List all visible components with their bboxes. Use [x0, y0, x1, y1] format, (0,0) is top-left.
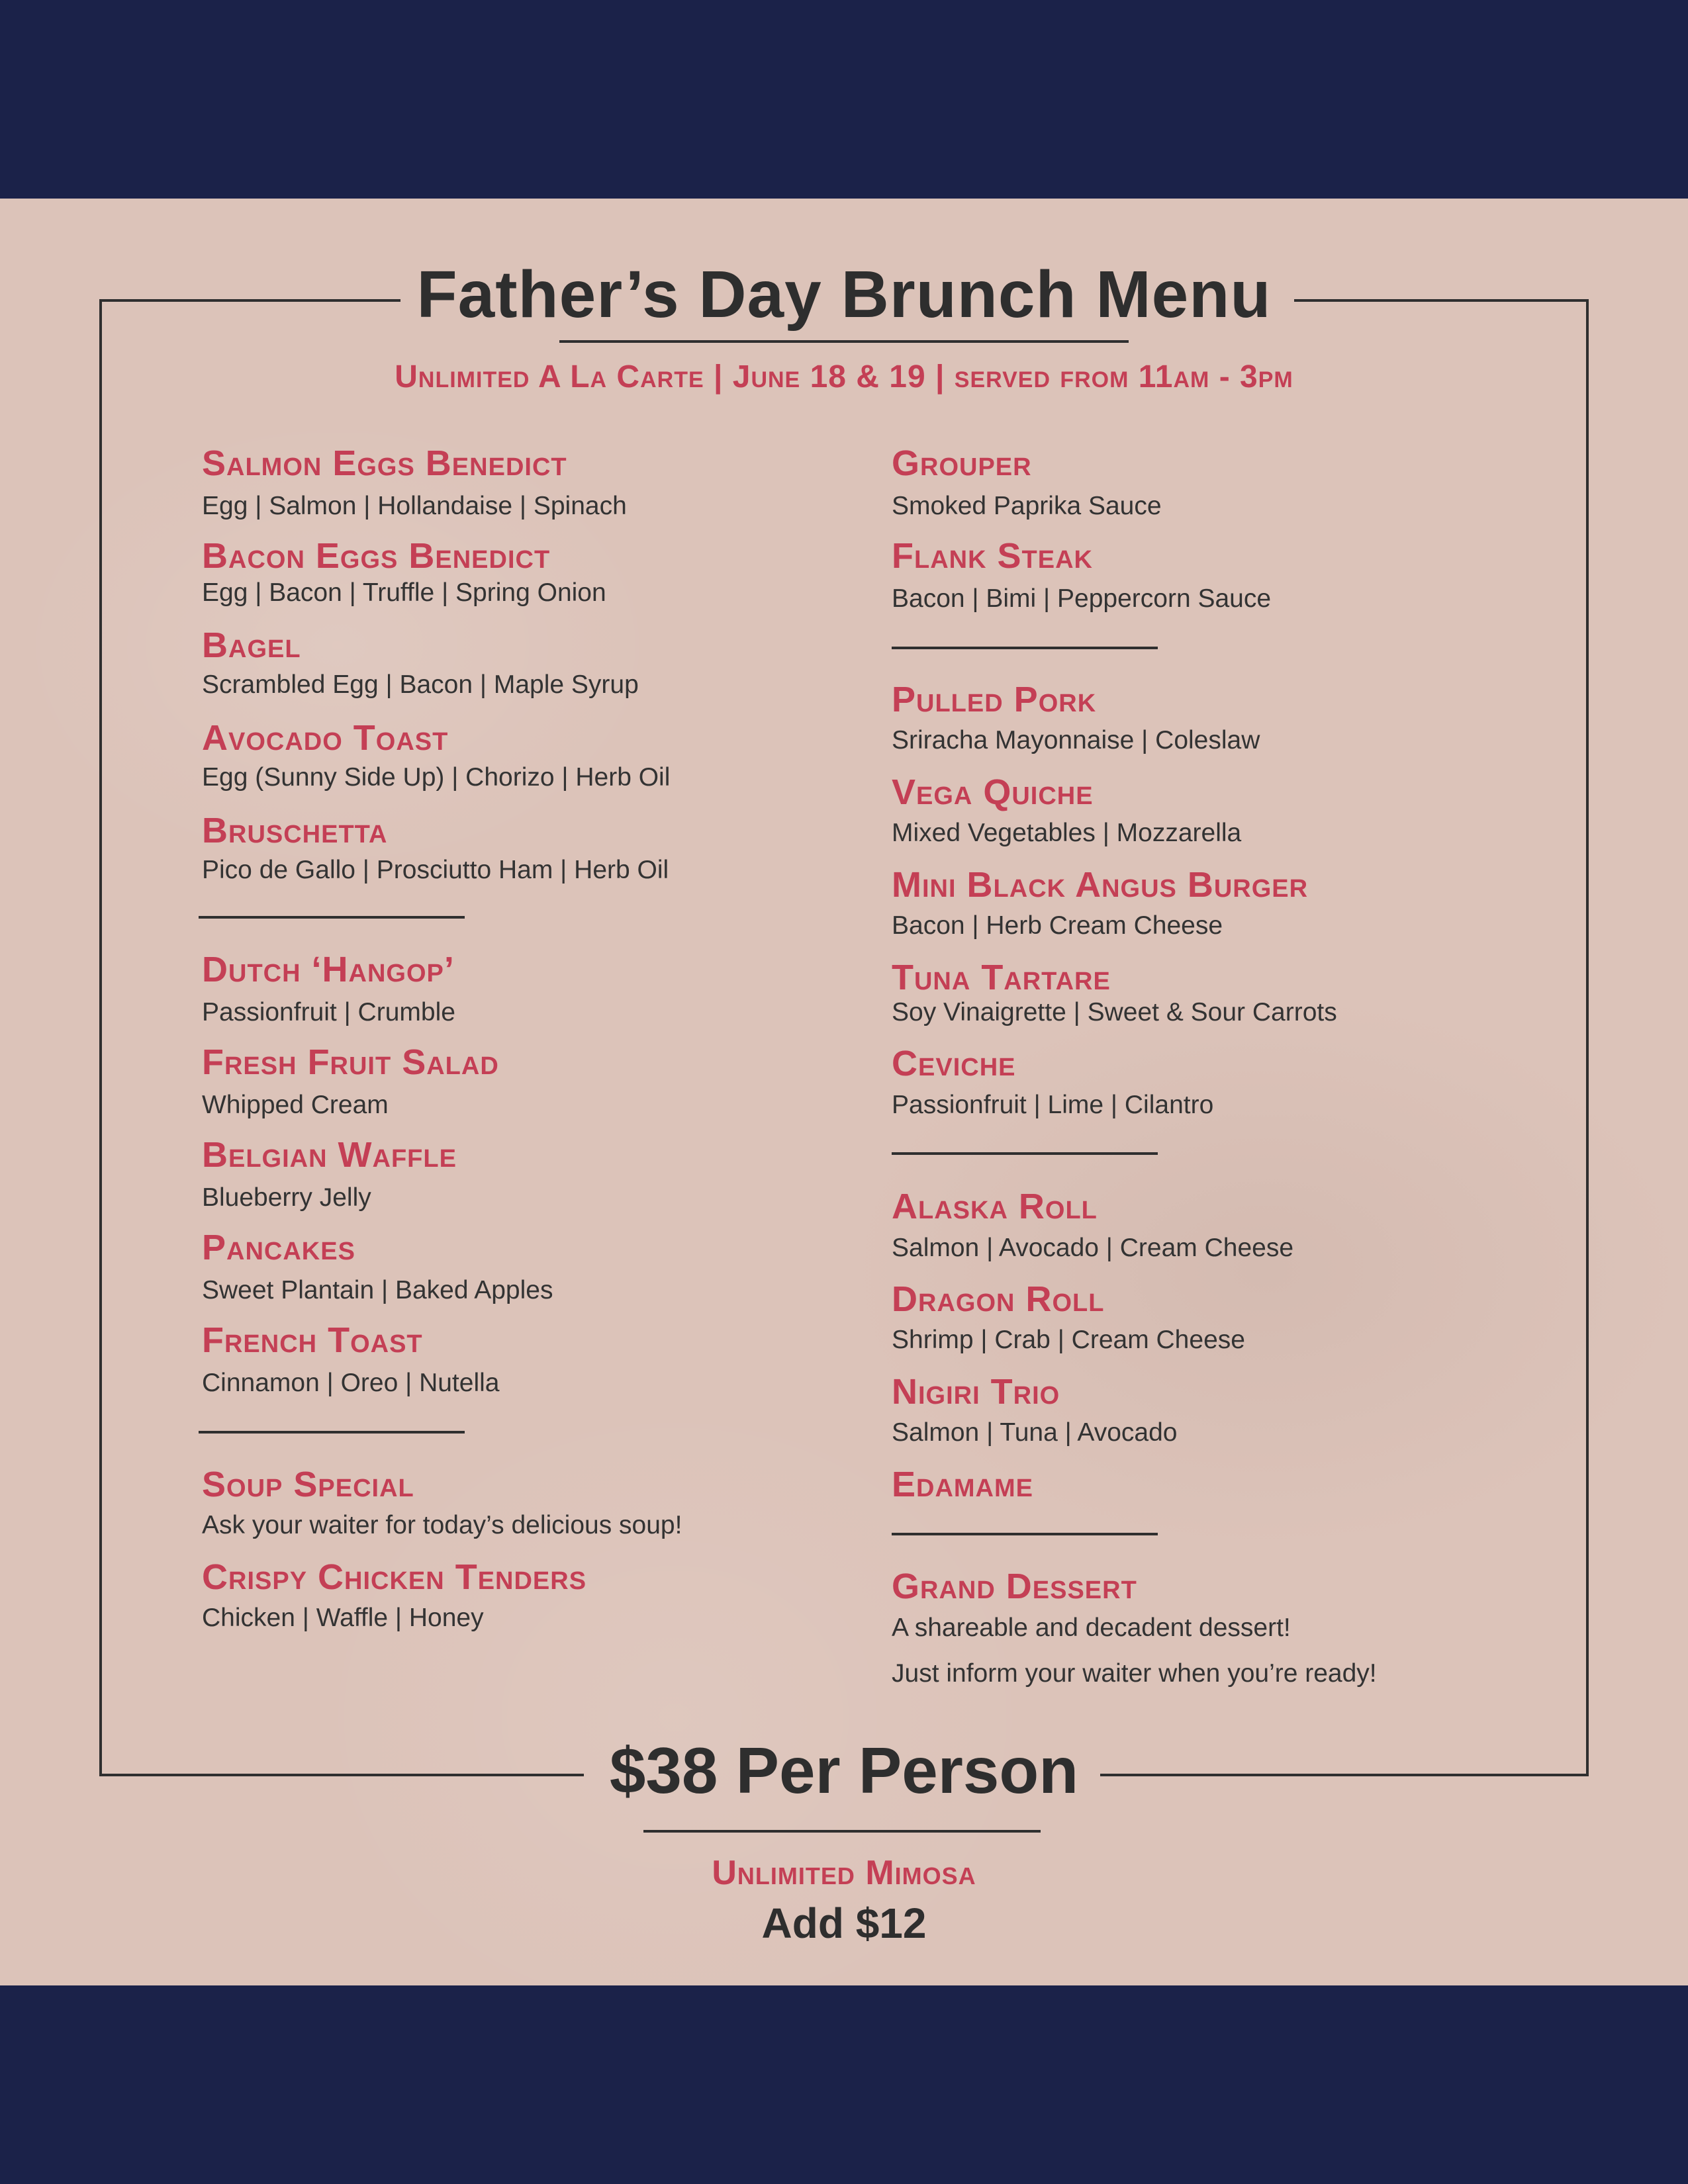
menu-item-name: Ceviche: [892, 1044, 1016, 1083]
title-underline: [559, 340, 1129, 343]
menu-item-name: Grand Dessert: [892, 1567, 1137, 1606]
section-divider: [892, 647, 1158, 649]
menu-item-description: Sweet Plantain | Baked Apples: [202, 1276, 553, 1304]
menu-item-name: Dutch ‘Hangop’: [202, 950, 455, 989]
top-navy-band: [0, 0, 1688, 199]
menu-item-description: Passionfruit | Crumble: [202, 998, 455, 1026]
menu-item-description: Salmon | Tuna | Avocado: [892, 1418, 1178, 1447]
menu-item-description: Chicken | Waffle | Honey: [202, 1604, 484, 1632]
menu-item-description: Smoked Paprika Sauce: [892, 492, 1162, 520]
price-per-person: $38 Per Person: [609, 1734, 1079, 1807]
mimosa-price: Add $12: [761, 1899, 927, 1947]
menu-item-description: Soy Vinaigrette | Sweet & Sour Carrots: [892, 998, 1337, 1026]
frame-left-line: [99, 299, 102, 1776]
menu-item-name: Salmon Eggs Benedict: [202, 443, 567, 483]
frame-right-line: [1586, 299, 1589, 1776]
menu-item-description: Sriracha Mayonnaise | Coleslaw: [892, 726, 1260, 754]
menu-item-description: Bacon | Bimi | Peppercorn Sauce: [892, 584, 1272, 613]
menu-item-name: Grouper: [892, 443, 1032, 483]
section-divider: [199, 916, 465, 919]
menu-item-name: Avocado Toast: [202, 718, 449, 758]
section-divider: [892, 1152, 1158, 1155]
bottom-navy-band: [0, 1985, 1688, 2184]
menu-item-description: Pico de Gallo | Prosciutto Ham | Herb Oil: [202, 856, 669, 884]
menu-item-name: Tuna Tartare: [892, 958, 1111, 997]
menu-item-name: Edamame: [892, 1465, 1033, 1504]
menu-item-name: Flank Steak: [892, 536, 1093, 576]
menu-item-name: Fresh Fruit Salad: [202, 1042, 499, 1082]
price-underline: [643, 1830, 1041, 1833]
mimosa-offer: Unlimited Mimosa: [712, 1854, 976, 1892]
menu-item-description: Cinnamon | Oreo | Nutella: [202, 1369, 500, 1397]
menu-item-description: Just inform your waiter when you’re ready!: [892, 1659, 1377, 1688]
menu-item-name: Nigiri Trio: [892, 1372, 1060, 1412]
menu-item-description: Ask your waiter for today’s delicious soup!: [202, 1511, 682, 1539]
menu-item-name: Alaska Roll: [892, 1187, 1098, 1226]
section-divider: [199, 1431, 465, 1433]
menu-item-description: Scrambled Egg | Bacon | Maple Syrup: [202, 670, 639, 699]
menu-item-name: Bagel: [202, 625, 301, 665]
menu-item-name: Vega Quiche: [892, 772, 1094, 812]
menu-subtitle: Unlimited A La Carte | June 18 & 19 | served from 11am - 3pm: [395, 359, 1293, 394]
menu-title: Father’s Day Brunch Menu: [416, 257, 1272, 332]
menu-item-description: Whipped Cream: [202, 1091, 389, 1119]
menu-item-name: Bruschetta: [202, 811, 388, 850]
menu-item-name: Pulled Pork: [892, 680, 1097, 719]
menu-item-description: Mixed Vegetables | Mozzarella: [892, 819, 1242, 847]
menu-item-description: Passionfruit | Lime | Cilantro: [892, 1091, 1214, 1119]
menu-item-description: A shareable and decadent dessert!: [892, 1614, 1291, 1642]
menu-item-description: Shrimp | Crab | Cream Cheese: [892, 1326, 1245, 1354]
menu-item-name: French Toast: [202, 1320, 423, 1360]
menu-item-description: Egg | Bacon | Truffle | Spring Onion: [202, 578, 606, 607]
menu-item-name: Mini Black Angus Burger: [892, 865, 1309, 905]
menu-item-name: Pancakes: [202, 1228, 355, 1267]
menu-item-name: Belgian Waffle: [202, 1135, 457, 1175]
menu-item-name: Bacon Eggs Benedict: [202, 536, 551, 576]
section-divider: [892, 1533, 1158, 1535]
menu-item-name: Soup Special: [202, 1465, 414, 1504]
menu-item-name: Crispy Chicken Tenders: [202, 1557, 587, 1597]
menu-item-description: Egg (Sunny Side Up) | Chorizo | Herb Oil: [202, 763, 671, 792]
menu-item-description: Salmon | Avocado | Cream Cheese: [892, 1234, 1294, 1262]
menu-item-description: Bacon | Herb Cream Cheese: [892, 911, 1223, 940]
menu-item-description: Blueberry Jelly: [202, 1183, 371, 1212]
menu-item-name: Dragon Roll: [892, 1279, 1105, 1319]
menu-item-description: Egg | Salmon | Hollandaise | Spinach: [202, 492, 627, 520]
